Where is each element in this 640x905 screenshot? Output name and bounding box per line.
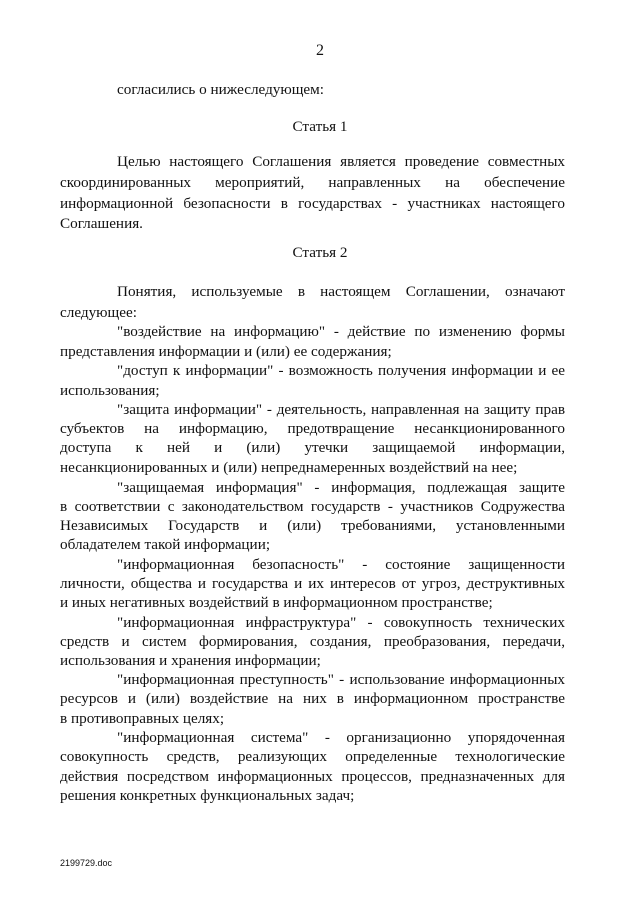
article-2-line: Понятия, используемые в настоящем Соглашении, означают <box>117 283 565 300</box>
article-2-line: "информационная система" - организационно упорядоченная <box>117 729 565 746</box>
article-2-line: средств и систем формирования, создания, преобразования, передачи, <box>60 633 565 650</box>
article-2-line: Независимых Государств и (или) требованиями, установленными <box>60 517 565 534</box>
intro-line: согласились о нижеследующем: <box>117 81 325 98</box>
article-2-line: обладателем такой информации; <box>60 536 271 553</box>
article-1-line: Соглашения. <box>60 215 143 232</box>
article-1-title: Статья 1 <box>292 118 348 135</box>
article-2-line: и иных негативных воздействий в информационном пространстве; <box>60 594 493 611</box>
article-2-line: представления информации и (или) ее содержания; <box>60 343 392 360</box>
article-2-line: использования и хранения информации; <box>60 652 321 669</box>
article-2-line: "информационная преступность" - использование информационных <box>117 671 565 688</box>
article-1-line: скоординированных мероприятий, направленных на обеспечение <box>60 174 565 191</box>
article-2-line: "воздействие на информацию" - действие по изменению формы <box>117 323 565 340</box>
page-number: 2 <box>316 42 324 59</box>
article-2-line: личности, общества и государства и их интересов от угроз, деструктивных <box>60 575 565 592</box>
article-2-line: "информационная инфраструктура" - совокупность технических <box>117 614 565 631</box>
article-2-line: субъектов на информацию, предотвращение несанкционированного <box>60 420 565 437</box>
article-2-line: ресурсов и (или) воздействие на них в информационном пространстве <box>60 690 565 707</box>
article-2-line: "информационная безопасность" - состояние защищенности <box>117 556 565 573</box>
article-2-line: в противоправных целях; <box>60 710 225 727</box>
article-1-line: информационной безопасности в государствах - участниках настоящего <box>60 195 565 212</box>
article-2-line: в соответствии с законодательством государств - участников Содружества <box>60 498 565 515</box>
article-2-line: "доступ к информации" - возможность получения информации и ее <box>117 362 565 379</box>
file-name-footer: 2199729.doc <box>60 858 113 868</box>
article-2-line: использования; <box>60 382 160 399</box>
article-2-title: Статья 2 <box>292 244 348 261</box>
article-2-line: совокупность средств, реализующих определенные технологические <box>60 748 565 765</box>
article-2-line: следующее: <box>60 304 137 321</box>
article-2-line: "защищаемая информация" - информация, подлежащая защите <box>117 479 565 496</box>
article-2-line: доступа к ней и (или) утечки защищаемой информации, <box>60 439 565 456</box>
article-1-line: Целью настоящего Соглашения является проведение совместных <box>117 153 565 170</box>
article-2-line: решения конкретных функциональных задач; <box>60 787 355 804</box>
article-2-line: действия посредством информационных процессов, предназначенных для <box>60 768 565 785</box>
article-2-line: несанкционированных и (или) непреднамеренных воздействий на нее; <box>60 459 518 476</box>
article-2-line: "защита информации" - деятельность, направленная на защиту прав <box>117 401 565 418</box>
